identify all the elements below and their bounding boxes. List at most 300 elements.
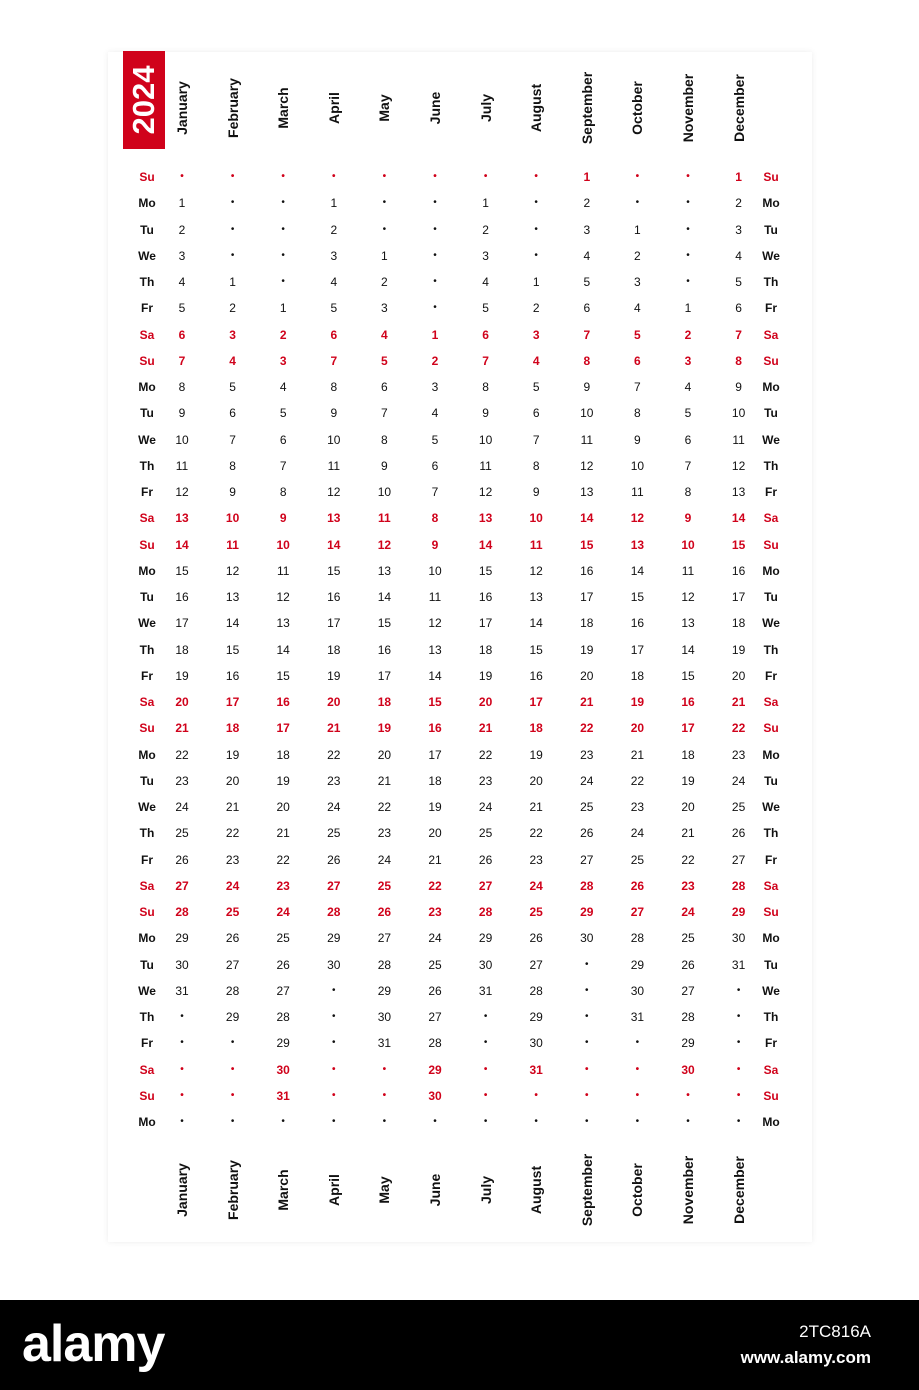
day-cell: 6 — [583, 301, 591, 316]
day-cell: 7 — [735, 327, 742, 342]
day-cell: 20 — [478, 695, 493, 709]
day-cell: 23 — [681, 878, 695, 893]
day-cell: 31 — [377, 1036, 392, 1051]
day-cell: • — [433, 1116, 437, 1127]
day-cell: • — [686, 1116, 690, 1127]
day-cell: 28 — [731, 878, 746, 893]
day-cell: 18 — [580, 616, 594, 631]
day-cell: 8 — [583, 353, 591, 368]
day-cell: 1 — [583, 170, 591, 184]
day-cell: 2 — [431, 353, 439, 368]
weekday-label-right: Th — [763, 1010, 779, 1024]
weekday-label-left: Mo — [138, 1115, 156, 1129]
day-cell: • — [635, 1063, 640, 1075]
day-cell: 8 — [735, 353, 742, 368]
day-cell: 10 — [681, 537, 695, 552]
day-cell: 10 — [428, 563, 442, 578]
day-cell: • — [230, 1037, 235, 1049]
day-cell: • — [483, 1089, 488, 1101]
day-cell: • — [433, 171, 437, 182]
day-cell: 19 — [175, 668, 189, 683]
day-cell: 18 — [478, 642, 493, 657]
year-tag — [123, 51, 165, 149]
day-cell: 3 — [735, 222, 742, 237]
day-cell: 8 — [684, 485, 692, 499]
day-cell: 23 — [327, 773, 341, 788]
day-cell: 16 — [529, 668, 543, 683]
day-cell: 9 — [381, 458, 388, 473]
watermark-url: www.alamy.com — [740, 1348, 871, 1367]
day-cell: 1 — [229, 275, 236, 289]
day-cell: 25 — [580, 800, 594, 814]
day-cell: 8 — [279, 485, 287, 499]
day-cell: 13 — [225, 590, 240, 604]
day-cell: 26 — [225, 931, 240, 946]
day-cell: 12 — [225, 563, 240, 578]
day-cell: 10 — [276, 537, 290, 552]
month-name: February — [224, 78, 241, 138]
day-cell: 23 — [175, 773, 189, 788]
day-cell: 23 — [276, 878, 290, 893]
day-cell: 7 — [684, 458, 692, 473]
weekday-label-right: Su — [763, 537, 779, 552]
day-cell: 11 — [479, 458, 492, 473]
day-cell: 6 — [330, 327, 338, 342]
day-cell: 13 — [327, 511, 341, 526]
day-cell: 1 — [330, 196, 338, 211]
month-name: August — [528, 83, 545, 133]
day-cell: 7 — [330, 353, 338, 368]
day-cell: 16 — [428, 721, 442, 736]
day-cell: • — [230, 1063, 235, 1075]
day-cell: 14 — [681, 642, 695, 657]
weekday-label-right: Mo — [762, 380, 780, 394]
day-cell: 8 — [330, 380, 338, 394]
day-cell: 14 — [731, 511, 746, 526]
day-cell: 2 — [735, 196, 742, 211]
day-cell: 5 — [279, 406, 287, 421]
day-cell: 22 — [377, 800, 392, 814]
day-cell: 17 — [276, 721, 290, 736]
day-cell: 27 — [377, 931, 392, 946]
day-cell: 31 — [175, 983, 189, 998]
day-cell: 4 — [279, 380, 287, 394]
day-cell: 6 — [532, 406, 540, 421]
weekday-label-right: Sa — [763, 327, 779, 342]
day-cell: 25 — [225, 905, 240, 919]
day-cell: • — [433, 249, 437, 261]
day-cell: • — [736, 1089, 741, 1101]
day-cell: • — [382, 171, 387, 182]
day-cell: 12 — [529, 563, 543, 578]
day-cell: 27 — [327, 878, 341, 893]
day-cell: 11 — [631, 485, 644, 499]
day-cell: 19 — [580, 642, 594, 657]
day-cell: 7 — [482, 353, 489, 368]
day-cell: • — [180, 1116, 184, 1127]
day-cell: 16 — [175, 590, 189, 604]
day-cell: • — [686, 276, 690, 287]
day-cell: 14 — [478, 537, 493, 552]
day-cell: • — [585, 1037, 589, 1049]
day-cell: 26 — [478, 852, 493, 867]
month-name: October — [629, 81, 646, 135]
day-cell: • — [736, 1063, 741, 1075]
day-cell: 22 — [478, 747, 493, 762]
day-cell: 9 — [178, 406, 186, 421]
day-cell: 13 — [276, 616, 290, 631]
day-cell: 19 — [478, 668, 493, 683]
day-cell: 28 — [681, 1010, 695, 1024]
day-cell: 28 — [580, 878, 594, 893]
day-cell: 21 — [580, 695, 594, 709]
month-name: September — [578, 71, 595, 145]
day-cell: 25 — [630, 852, 645, 867]
day-cell: 24 — [377, 852, 392, 867]
day-cell: • — [534, 223, 538, 235]
day-cell: 18 — [681, 747, 695, 762]
day-cell: • — [534, 1116, 538, 1127]
day-cell: 7 — [178, 353, 186, 368]
weekday-label-right: Tu — [764, 222, 778, 237]
day-cell: 28 — [428, 1036, 442, 1051]
day-cell: 1 — [634, 222, 641, 237]
day-cell: 29 — [731, 905, 746, 919]
day-cell: 2 — [634, 248, 641, 263]
weekday-label-left: We — [138, 248, 156, 263]
month-name: July — [477, 93, 494, 123]
day-cell: • — [534, 1089, 538, 1101]
day-cell: 18 — [175, 642, 189, 657]
day-cell: 2 — [532, 301, 540, 316]
day-cell: 19 — [731, 642, 746, 657]
weekday-label-left: Mo — [138, 196, 156, 211]
day-cell: 5 — [634, 327, 641, 342]
day-cell: 11 — [428, 590, 442, 604]
weekday-label-left: Su — [139, 905, 155, 919]
day-cell: 22 — [580, 721, 594, 736]
day-cell: • — [585, 1089, 589, 1101]
day-cell: 8 — [532, 458, 540, 473]
weekday-label-right: Sa — [763, 511, 779, 526]
day-cell: 25 — [377, 878, 392, 893]
day-cell: 22 — [327, 747, 341, 762]
day-cell: 2 — [482, 222, 489, 237]
day-cell: 23 — [580, 747, 594, 762]
day-cell: 18 — [276, 747, 290, 762]
weekday-label-right: We — [762, 248, 780, 263]
day-cell: 28 — [175, 905, 189, 919]
day-cell: 12 — [327, 485, 341, 499]
day-cell: 10 — [630, 458, 645, 473]
day-cell: 27 — [225, 957, 240, 972]
day-cell: 5 — [735, 275, 742, 289]
day-cell: • — [534, 249, 538, 261]
day-cell: 9 — [279, 511, 287, 526]
day-cell: 29 — [580, 905, 594, 919]
day-cell: 25 — [529, 905, 543, 919]
day-cell: 30 — [175, 957, 189, 972]
day-cell: • — [585, 1116, 589, 1127]
day-cell: • — [281, 249, 285, 261]
day-cell: 20 — [630, 721, 645, 736]
weekday-label-right: Fr — [765, 668, 777, 683]
day-cell: 22 — [175, 747, 189, 762]
day-cell: 17 — [529, 695, 543, 709]
day-cell: 4 — [330, 275, 338, 289]
day-cell: 8 — [634, 406, 641, 421]
day-cell: 23 — [731, 747, 746, 762]
month-name: March — [275, 87, 292, 129]
day-cell: 17 — [681, 721, 695, 736]
day-cell: 1 — [684, 301, 692, 316]
day-cell: • — [433, 276, 437, 287]
day-cell: • — [332, 1037, 336, 1049]
day-cell: • — [585, 958, 589, 970]
weekday-label-left: Su — [139, 1088, 155, 1103]
day-cell: 29 — [630, 957, 645, 972]
day-cell: • — [483, 1116, 488, 1127]
day-cell: 15 — [731, 537, 746, 552]
day-cell: 16 — [377, 642, 392, 657]
day-cell: 7 — [229, 432, 236, 447]
watermark-image-id: 2TC816A — [799, 1322, 871, 1341]
day-cell: • — [686, 223, 690, 235]
day-cell: • — [332, 1011, 336, 1022]
weekday-label-left: We — [138, 983, 156, 998]
day-cell: 29 — [529, 1010, 543, 1024]
day-cell: 29 — [225, 1010, 240, 1024]
day-cell: • — [534, 197, 538, 209]
day-cell: 7 — [381, 406, 388, 421]
day-cell: 3 — [583, 222, 591, 237]
day-cell: 7 — [583, 327, 591, 342]
weekday-label-right: We — [762, 432, 780, 447]
day-cell: 26 — [377, 905, 392, 919]
day-cell: • — [180, 1037, 184, 1049]
day-cell: • — [281, 197, 285, 209]
day-cell: 19 — [377, 721, 392, 736]
day-cell: 6 — [229, 406, 236, 421]
day-cell: 4 — [229, 353, 236, 368]
day-cell: • — [332, 1063, 336, 1075]
weekday-label-left: Th — [139, 1010, 155, 1024]
day-cell: 16 — [327, 590, 341, 604]
day-cell: 28 — [630, 931, 645, 946]
day-cell: 2 — [229, 301, 236, 316]
day-cell: 13 — [681, 616, 695, 631]
day-cell: • — [585, 1011, 589, 1022]
day-cell: 4 — [482, 275, 489, 289]
day-cell: • — [585, 1063, 589, 1075]
day-cell: 25 — [327, 826, 341, 841]
weekday-label-right: We — [762, 800, 780, 814]
month-name: October — [629, 1163, 646, 1217]
day-cell: 17 — [327, 616, 341, 631]
weekday-label-left: Fr — [141, 485, 153, 499]
day-cell: • — [483, 1037, 488, 1049]
day-cell: 24 — [175, 800, 189, 814]
day-cell: 30 — [630, 983, 645, 998]
day-cell: 25 — [276, 931, 290, 946]
day-cell: 12 — [580, 458, 594, 473]
weekday-label-left: Th — [139, 458, 155, 473]
day-cell: 15 — [276, 668, 290, 683]
weekday-label-left: Tu — [140, 222, 154, 237]
weekday-label-right: Tu — [764, 773, 778, 788]
day-cell: 29 — [681, 1036, 695, 1051]
weekday-label-left: Mo — [138, 563, 156, 578]
day-cell: 21 — [478, 721, 493, 736]
day-cell: 17 — [630, 642, 645, 657]
day-cell: 22 — [225, 826, 240, 841]
day-cell: 23 — [428, 905, 442, 919]
day-cell: 26 — [276, 957, 290, 972]
day-cell: 26 — [630, 878, 645, 893]
day-cell: 12 — [731, 458, 746, 473]
day-cell: 30 — [731, 931, 746, 946]
weekday-label-right: Fr — [765, 301, 777, 316]
day-cell: • — [230, 249, 235, 261]
weekday-label-left: We — [138, 432, 156, 447]
weekday-label-left: Tu — [140, 957, 154, 972]
day-cell: 25 — [681, 931, 695, 946]
day-cell: 26 — [681, 957, 695, 972]
day-cell: 21 — [276, 826, 290, 841]
day-cell: 28 — [529, 983, 543, 998]
day-cell: 29 — [377, 983, 392, 998]
day-cell: 25 — [428, 957, 442, 972]
day-cell: 21 — [225, 800, 240, 814]
month-name: June — [427, 1173, 443, 1207]
day-cell: 22 — [630, 773, 645, 788]
day-cell: 1 — [532, 275, 540, 289]
day-cell: 4 — [532, 353, 540, 368]
day-cell: 2 — [178, 222, 186, 237]
day-cell: 4 — [684, 380, 692, 394]
day-cell: 25 — [478, 826, 493, 841]
day-cell: 12 — [175, 485, 189, 499]
weekday-label-left: Th — [139, 275, 155, 289]
day-cell: • — [736, 984, 741, 996]
day-cell: 20 — [276, 800, 290, 814]
weekday-label-right: Fr — [765, 485, 777, 499]
weekday-label-right: Mo — [762, 1115, 780, 1129]
day-cell: • — [382, 1116, 387, 1127]
day-cell: 13 — [580, 485, 594, 499]
day-cell: 9 — [431, 537, 439, 552]
day-cell: 31 — [630, 1010, 645, 1024]
day-cell: 7 — [634, 380, 641, 394]
day-cell: 21 — [175, 721, 189, 736]
day-cell: 21 — [630, 747, 645, 762]
day-cell: • — [281, 223, 285, 235]
day-cell: 28 — [478, 905, 493, 919]
month-name: January — [174, 1163, 190, 1217]
day-cell: 28 — [327, 905, 341, 919]
weekday-label-right: Fr — [765, 1036, 777, 1051]
day-cell: 11 — [327, 458, 341, 473]
day-cell: 29 — [428, 1062, 442, 1077]
weekday-label-right: Sa — [763, 878, 779, 893]
day-cell: • — [230, 197, 235, 209]
day-cell: 17 — [428, 747, 442, 762]
day-cell: 15 — [377, 616, 392, 631]
day-cell: 14 — [529, 616, 543, 631]
day-cell: 27 — [175, 878, 189, 893]
day-cell: 3 — [532, 327, 540, 342]
day-cell: 10 — [377, 485, 392, 499]
day-cell: 8 — [431, 511, 439, 526]
day-cell: • — [281, 171, 285, 182]
day-cell: • — [180, 1089, 184, 1101]
month-name: May — [376, 94, 393, 122]
day-cell: 1 — [735, 170, 742, 184]
day-cell: 29 — [175, 931, 189, 946]
day-cell: 11 — [580, 432, 594, 447]
weekday-label-left: We — [138, 800, 156, 814]
day-cell: 17 — [478, 616, 493, 631]
day-cell: 17 — [225, 695, 240, 709]
day-cell: 16 — [276, 695, 290, 709]
day-cell: 5 — [330, 301, 338, 316]
day-cell: 16 — [225, 668, 240, 683]
weekday-label-left: Th — [139, 826, 155, 841]
day-cell: 24 — [580, 773, 594, 788]
day-cell: • — [534, 171, 538, 182]
weekday-label-left: Mo — [138, 747, 156, 762]
day-cell: 28 — [276, 1010, 290, 1024]
day-cell: 10 — [580, 406, 594, 421]
weekday-label-left: We — [138, 616, 156, 631]
day-cell: 10 — [478, 432, 493, 447]
day-cell: 16 — [580, 563, 594, 578]
day-cell: 9 — [634, 432, 641, 447]
month-name: November — [680, 1155, 696, 1225]
day-cell: 13 — [529, 590, 543, 604]
day-cell: 6 — [431, 458, 439, 473]
day-cell: • — [332, 984, 336, 996]
day-cell: 27 — [580, 852, 594, 867]
day-cell: • — [230, 1116, 235, 1127]
month-name: December — [730, 74, 747, 142]
day-cell: • — [382, 223, 387, 235]
day-cell: 14 — [175, 537, 189, 552]
day-cell: 26 — [175, 852, 189, 867]
weekday-label-left: Sa — [139, 511, 155, 526]
day-cell: 21 — [529, 800, 543, 814]
day-cell: 7 — [532, 432, 540, 447]
day-cell: 5 — [178, 301, 186, 316]
day-cell: • — [332, 171, 336, 182]
day-cell: 20 — [529, 773, 543, 788]
day-cell: 18 — [225, 721, 240, 736]
year-label: 2024 — [126, 65, 161, 135]
day-cell: 1 — [431, 327, 439, 342]
day-cell: 15 — [681, 668, 695, 683]
day-cell: 24 — [681, 905, 695, 919]
weekday-label-right: Tu — [764, 406, 778, 421]
day-cell: 9 — [684, 511, 692, 526]
day-cell: 2 — [279, 327, 287, 342]
day-cell: 30 — [478, 957, 493, 972]
day-cell: 15 — [225, 642, 240, 657]
day-cell: 20 — [175, 695, 189, 709]
day-cell: 4 — [381, 327, 388, 342]
day-cell: 23 — [377, 826, 392, 841]
day-cell: 31 — [529, 1062, 543, 1077]
day-cell: 5 — [381, 353, 388, 368]
